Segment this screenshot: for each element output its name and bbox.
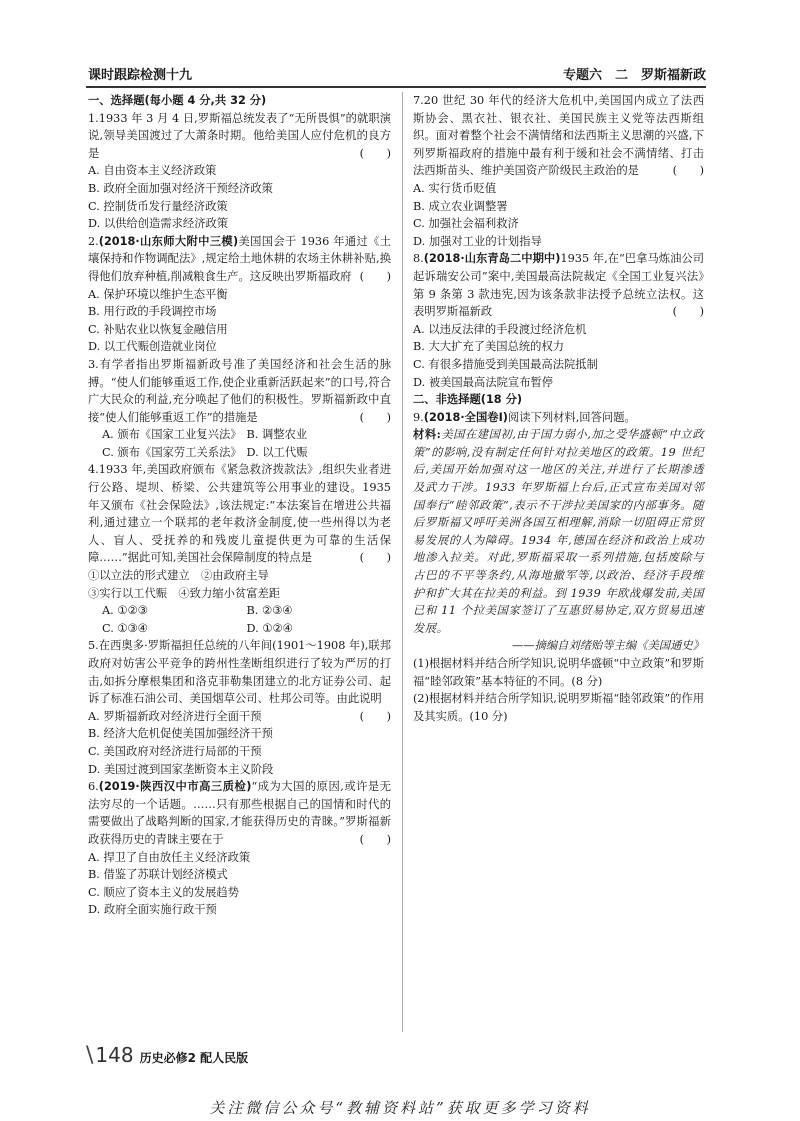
sub-question-1: (1)根据材料并结合所学知识,说明华盛顿“中立政策”和罗斯福“睦邻政策”基本特征的不同。(8 分)	[413, 657, 704, 688]
option-d: D. 以工代赈创造就业岗位	[88, 340, 217, 354]
option-d: D. 被美国最高法院宣布暂停	[413, 375, 554, 389]
question-stem: 1933 年,美国政府颁布《紧急救济拨款法》,组织失业者进行公路、堤坝、桥梁、公共建筑等公用事业的建设。1935 年又颁布《社会保险法》,该法规定:“本法案旨在增进公共福利,通过建立一个联邦的老年救济金制度,使一些州得以为老人、盲人、受抚养的和残废儿童提供更为可靠的生活保障……”据此可知,美国社会保障制度的特点是	[88, 463, 391, 565]
question-source: (2019·陕西汉中市高三质检)	[98, 780, 252, 794]
option-d: D. 以供给创造需求经济政策	[88, 217, 229, 231]
option-row	[102, 444, 391, 462]
chapter-title: 专题六 二 罗斯福新政	[562, 68, 706, 83]
option-a: A. 颁布《国家工业复兴法》	[102, 428, 242, 442]
lesson-title: 课时跟踪检测十九	[88, 68, 193, 83]
left-column	[88, 92, 391, 919]
option-d: D. 以工代赈	[246, 445, 308, 459]
option-d: D. 美国过渡到国家垄断资本主义阶段	[88, 762, 274, 776]
question-number: 1.	[88, 111, 99, 125]
question-stem: 在西奥多·罗斯福担任总统的八年间(1901～1908 年),联邦政府对妨害公平竞争的跨州性垄断组织进行了较为严厉的打击,如拆分摩根集团和洛克菲勒集团建立的北方证券公司、起诉了标准石油公司、美国烟草公司、杜邦公司等。由此说明	[88, 639, 391, 706]
question-stem: 1933 年 3 月 4 日,罗斯福总统发表了“无所畏惧”的就职演说,领导美国渡过了大萧条时期。他给美国人应付危机的良方是	[88, 111, 391, 160]
question-stem: 有学者指出罗斯福新政号准了美国经济和社会生活的脉搏。“使人们能够重返工作,使企业重新活跃起来”的口号,符合广大民众的利益,充分唤起了他们的积极性。罗斯福新政中直接“使人们能够重返工作”的措施是	[88, 357, 391, 424]
question-number: 2.	[88, 234, 99, 248]
option-b: B. 大大扩充了美国总统的权力	[413, 340, 565, 354]
question-number: 6.	[88, 780, 99, 794]
option-c: C. 有很多措施受到美国最高法院抵制	[413, 357, 598, 371]
question-number: 9.	[413, 410, 424, 424]
question-number: 4.	[88, 463, 99, 477]
option-c: C. 美国政府对经济进行局部的干预	[88, 744, 262, 758]
page-footer	[86, 1043, 248, 1068]
right-column	[413, 92, 704, 725]
option-c: C. 补贴农业以恢复金融信用	[88, 322, 228, 336]
option-c: C. 加强社会福利救济	[413, 217, 519, 231]
option-b: B. 成立农业调整署	[413, 199, 508, 213]
question-stem: 美国国会于 1936 年通过《土壤保持和作物调配法》,规定给土地休耕的农场主休耕补贴,换得他们放弃种植,削减粮食生产。这反映出罗斯福政府	[88, 234, 392, 283]
option-a: A. 罗斯福新政对经济进行全面干预	[88, 709, 262, 723]
option-d: D. ①②④	[246, 621, 293, 635]
question-4	[88, 461, 391, 637]
sub-question-2: (2)根据材料并结合所学知识,说明罗斯福“睦邻政策”的作用及其实质。(10 分)	[413, 692, 704, 723]
question-source: (2018·全国卷Ⅰ)	[423, 410, 508, 424]
option-b: B. 调整农业	[246, 428, 308, 442]
question-number: 5.	[88, 639, 99, 653]
option-row	[102, 426, 391, 444]
question-3	[88, 356, 391, 462]
option-b: B. 借鉴了苏联计划经济模式	[88, 868, 228, 882]
question-stem: 20 世纪 30 年代的经济大危机中,美国国内成立了法西斯协会、黑衣社、银衣社、美国民族主义党等法西斯组织。面对着整个社会不满情绪和法西斯主义思潮的兴盛,下列罗斯福政府的措施中最有利于缓和社会不满情绪、打击法西斯苗头、维护美国资产阶级民主政治的是	[413, 94, 704, 178]
question-6	[88, 778, 391, 919]
question-number: 7.	[413, 94, 424, 107]
option-a: A. 以违反法律的手段渡过经济危机	[413, 322, 587, 336]
material-text: 美国在建国初,由于国力弱小,加之受华盛顿“中立政策”的影响,没有制定任何针对拉美地区的政策。19 世纪后,美国开始加强对这一地区的关注,并进行了长期渗透及武力干涉。1933 年罗斯福上台后,正式宣布美国对邻国奉行“睦邻政策”,表示不干涉拉美国家的内部事务。随后罗斯福又呼吁美洲各国互相理解,消除一切阻碍正常贸易发展的人为障碍。1934 年,德国在经济和政治上成功地渗入拉美。对此,罗斯福采取一系列措施,包括废除与古巴的不平等条约,从海地撤军等,以政治、经济手段维护和扩大其在拉美的利益。到 1939 年欧战爆发前,美国已和 11 个拉美国家签订了互惠贸易协定,双方贸易迅速发展。	[413, 428, 704, 635]
option-b: B. ②③④	[246, 604, 293, 618]
answer-bracket: ( )	[359, 410, 391, 424]
question-9	[413, 409, 704, 726]
book-title: 历史必修2 配人民版	[139, 1051, 249, 1065]
page-number: 148	[95, 1043, 134, 1067]
question-stem: “成为大国的原因,或许是无法穷尽的一个话题。……只有那些根据自己的国情和时代的需要做出了战略判断的国家,才能获得历史的青睐。”罗斯福新政获得历史的青睐主要在于	[88, 780, 392, 846]
question-5	[88, 637, 391, 778]
statement-items: ③实行以工代赈 ④致力缩小贫富差距	[88, 586, 281, 600]
answer-bracket: ( )	[672, 164, 704, 178]
column-divider	[402, 92, 403, 1032]
question-source: (2018·山东青岛二中期中)	[423, 252, 561, 266]
question-1	[88, 110, 391, 233]
material-label: 材料:	[413, 427, 442, 442]
question-number: 8.	[413, 252, 424, 266]
option-a: A. 实行货币贬值	[413, 181, 497, 195]
option-d: D. 加强对工业的计划指导	[413, 234, 542, 248]
answer-bracket: ( )	[672, 305, 704, 319]
option-c: C. 颁布《国家劳工关系法》	[102, 445, 242, 459]
question-intro: 阅读下列材料,回答问题。	[507, 410, 636, 424]
option-b: B. 政府全面加强对经济干预经济政策	[88, 181, 273, 195]
option-c: C. ①③④	[102, 621, 148, 635]
option-a: A. 保护环境以维护生态平衡	[88, 287, 228, 301]
option-c: C. 控制货币发行量经济政策	[88, 199, 228, 213]
answer-bracket: ( )	[359, 146, 391, 160]
answer-bracket: ( )	[359, 269, 391, 283]
question-2	[88, 233, 391, 356]
handwritten-note: 关注微信公众号“教辅资料站”获取更多学习资料	[209, 1099, 591, 1117]
option-a: A. 自由资本主义经济政策	[88, 164, 217, 178]
footer-slash-mark: \	[86, 1043, 94, 1068]
section-title-open: 二、非选择题(18 分)	[413, 393, 523, 407]
option-d: D. 政府全面实施行政干预	[88, 903, 217, 917]
question-7	[413, 92, 704, 250]
option-row	[102, 602, 391, 620]
option-b: B. 经济大危机促使美国加强经济干预	[88, 727, 273, 741]
header-divider	[86, 86, 706, 88]
statement-items: ①以立法的形式建立 ②由政府主导	[88, 569, 269, 583]
option-c: C. 顺应了资本主义的发展趋势	[88, 885, 239, 899]
option-b: B. 用行政的手段调控市场	[88, 305, 217, 319]
material-passage	[413, 426, 704, 637]
answer-bracket: ( )	[359, 551, 391, 565]
option-a: A. 捍卫了自由放任主义经济政策	[88, 850, 251, 864]
question-number: 3.	[88, 357, 99, 371]
section-title-choice: 一、选择题(每小题 4 分,共 32 分)	[88, 94, 267, 107]
question-source: (2018·山东师大附中三模)	[98, 234, 239, 248]
question-8	[413, 250, 704, 391]
option-a: A. ①②③	[102, 604, 148, 618]
answer-bracket: ( )	[359, 709, 391, 723]
question-stem: 1935 年,在“巴拿马炼油公司起诉瑞安公司”案中,美国最高法院裁定《全国工业复兴法》第 9 条第 3 款违宪,因为该条款非法授予总统立法权。这表明罗斯福新政	[413, 252, 705, 319]
option-row	[102, 620, 391, 638]
citation: ——摘编自刘绪贻等主编《美国通史》	[511, 639, 704, 653]
answer-bracket: ( )	[359, 832, 391, 846]
